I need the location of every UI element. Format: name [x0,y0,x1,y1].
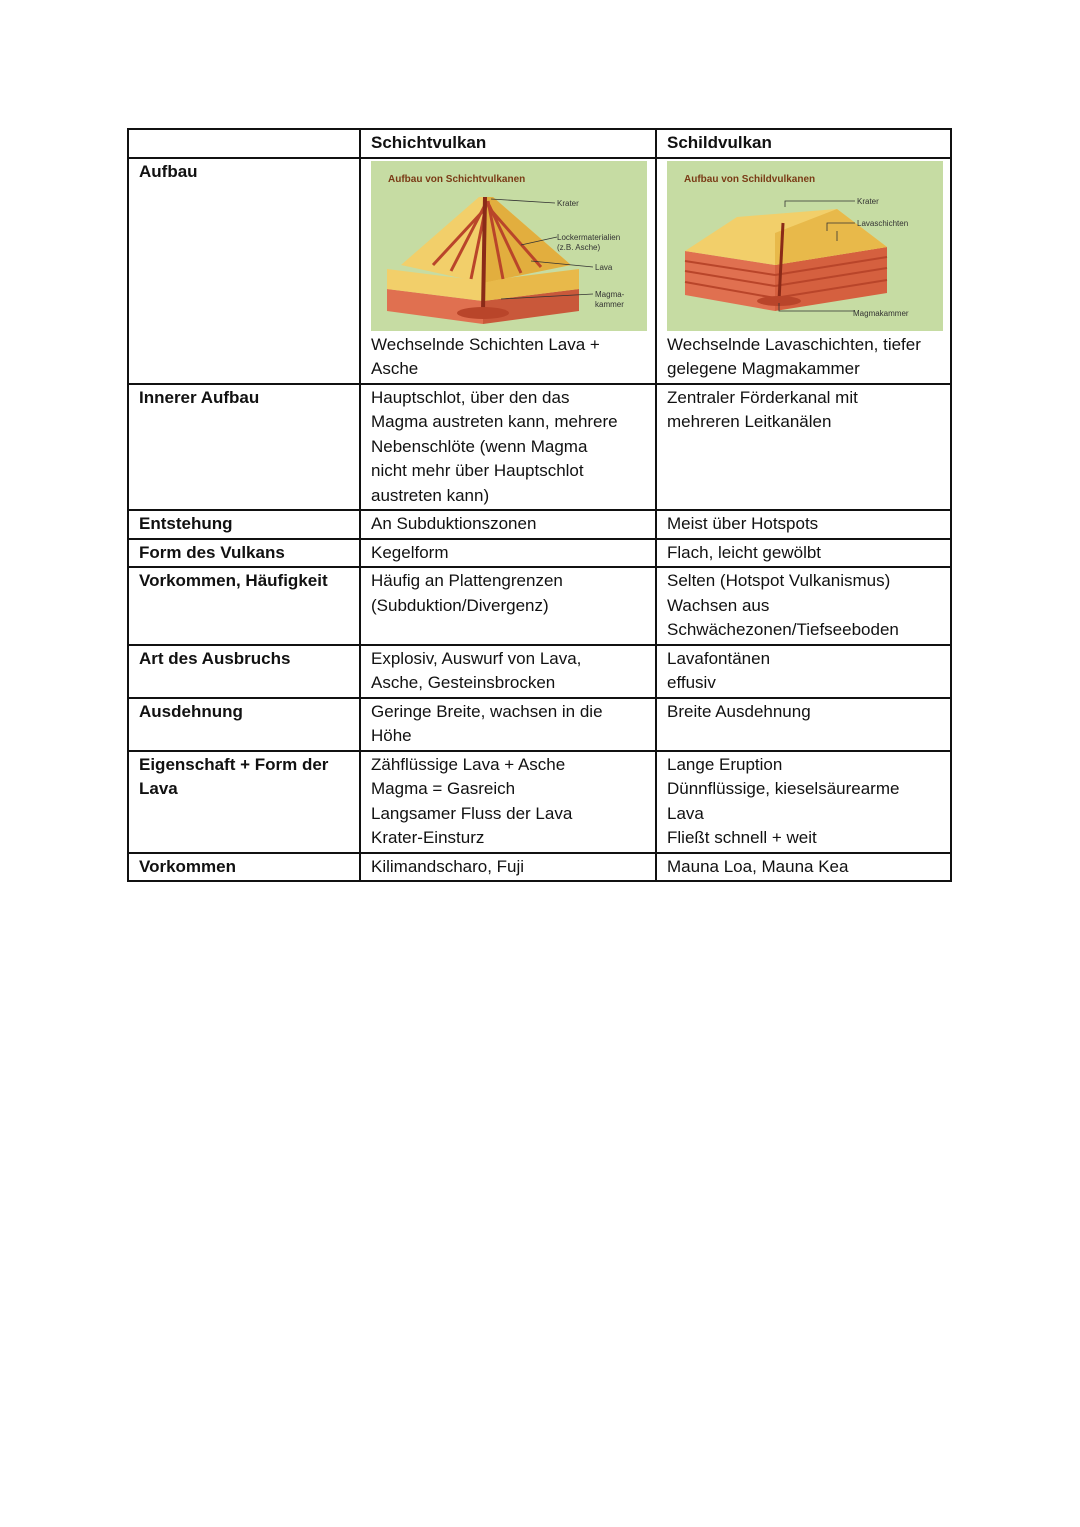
cell-schildvulkan [656,158,951,384]
row-entstehung [128,510,951,539]
label-krater: Krater [857,196,879,206]
header-schildvulkan: Schildvulkan [656,129,951,158]
cell-schildvulkan: Flach, leicht gewölbt [656,539,951,568]
label-lava: Lava [595,262,613,272]
row-label: Art des Ausbruchs [128,645,360,698]
cell-schildvulkan: Lange Eruption Dünnflüssige, kieselsäurearme Lava Fließt schnell + weit [656,751,951,853]
label-krater: Krater [557,198,579,208]
label-magma: Magma- [595,289,625,299]
cell-schichtvulkan: Häufig an Plattengrenzen (Subduktion/Divergenz) [360,567,656,645]
cell-schichtvulkan: Explosiv, Auswurf von Lava, Asche, Gesteinsbrocken [360,645,656,698]
cell-schichtvulkan: Hauptschlot, über den das Magma austreten kann, mehrere Nebenschlöte (wenn Magma nicht mehr über Hauptschlot austreten kann) [360,384,656,511]
cell-schildvulkan: Lavafontänen effusiv [656,645,951,698]
cell-schichtvulkan: Kegelform [360,539,656,568]
cell-schildvulkan: Meist über Hotspots [656,510,951,539]
header-row [128,129,951,158]
row-label: Eigenschaft + Form der Lava [128,751,360,853]
row-label: Ausdehnung [128,698,360,751]
aufbau-schild-text: Wechselnde Lavaschichten, tiefer gelegene Magmakammer [667,334,921,378]
row-lava [128,751,951,853]
row-vorkommen [128,853,951,882]
cell-schildvulkan: Breite Ausdehnung [656,698,951,751]
shield-volcano-diagram [667,161,943,331]
cell-schildvulkan: Zentraler Förderkanal mit mehreren Leitkanälen [656,384,951,511]
label-lavaschichten: Lavaschichten [857,218,909,228]
header-empty [128,129,360,158]
row-label: Innerer Aufbau [128,384,360,511]
row-vorkommen-haeufigkeit [128,567,951,645]
cell-schichtvulkan: Zähflüssige Lava + Asche Magma = Gasreich Langsamer Fluss der Lava Krater-Einsturz [360,751,656,853]
row-form [128,539,951,568]
cell-schichtvulkan: Kilimandscharo, Fuji [360,853,656,882]
label-kammer: kammer [595,299,624,309]
cell-schildvulkan: Mauna Loa, Mauna Kea [656,853,951,882]
header-schichtvulkan: Schichtvulkan [360,129,656,158]
row-aufbau [128,158,951,384]
label-lockermaterialien: Lockermaterialien [557,232,621,242]
row-label: Vorkommen, Häufigkeit [128,567,360,645]
row-ausbruch [128,645,951,698]
label-asche: (z.B. Asche) [557,242,601,252]
label-magmakammer: Magmakammer [853,308,909,318]
aufbau-schicht-text: Wechselnde Schichten Lava + Asche [371,334,600,378]
cell-schichtvulkan: An Subduktionszonen [360,510,656,539]
strato-diagram-title: Aufbau von Schichtvulkanen [388,173,526,185]
row-label: Entstehung [128,510,360,539]
row-label: Vorkommen [128,853,360,882]
row-label: Form des Vulkans [128,539,360,568]
cell-schildvulkan: Selten (Hotspot Vulkanismus) Wachsen aus Schwächezonen/Tiefseeboden [656,567,951,645]
row-ausdehnung [128,698,951,751]
row-label: Aufbau [128,158,360,384]
strato-volcano-diagram [371,161,647,331]
comparison-table [127,128,952,882]
cell-schichtvulkan [360,158,656,384]
cell-schichtvulkan: Geringe Breite, wachsen in die Höhe [360,698,656,751]
row-innerer-aufbau [128,384,951,511]
shield-diagram-title: Aufbau von Schildvulkanen [684,173,816,185]
